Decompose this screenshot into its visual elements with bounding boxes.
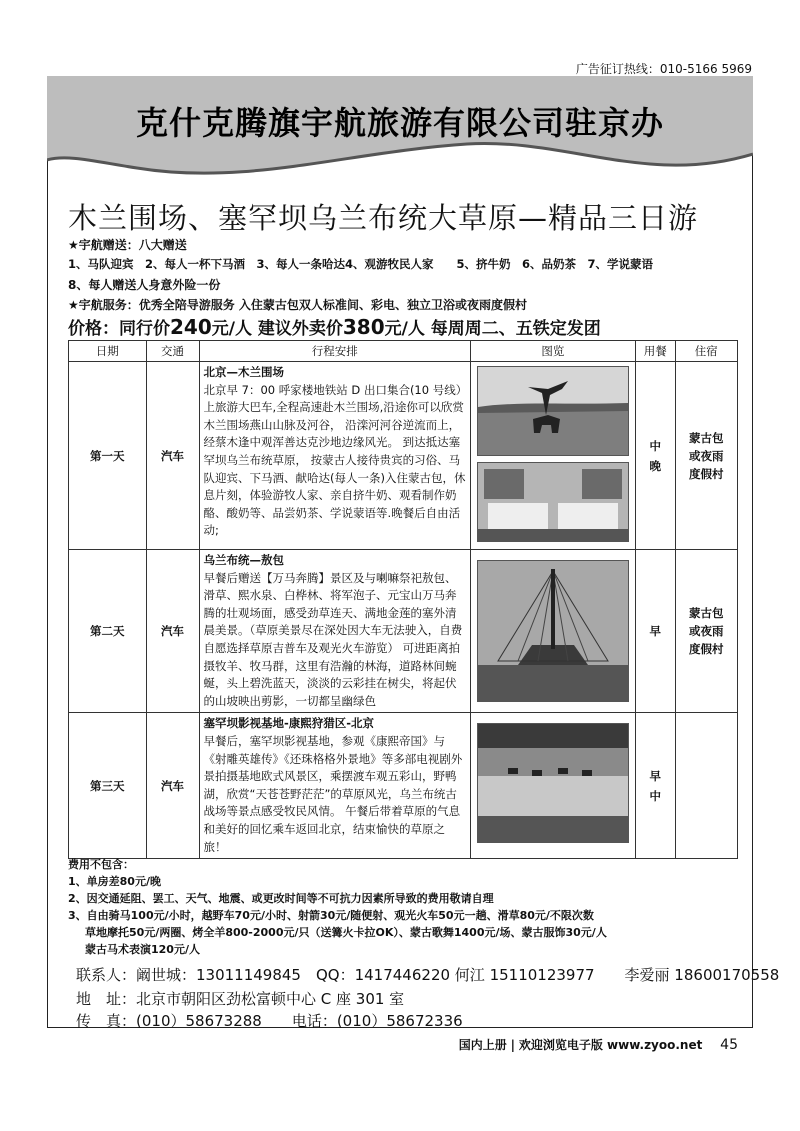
horse-rider-photo <box>477 366 629 456</box>
day-cell: 第一天 <box>69 362 147 550</box>
peer-price-value: 240 <box>170 315 212 339</box>
notes-item: 蒙古马术表演120元/人 <box>85 943 200 956</box>
photo-cell <box>470 362 635 550</box>
plan-text: 早餐后，塞罕坝影视基地，参观《康熙帝国》与《射雕英雄传》《还珠格格外景地》等多部电视剧外景拍摄基地欧式风景区，乘摆渡车观五彩山，野鸭湖，欣赏“天苍苍野茫茫”的草原风光，乌兰布统古战场等景点感受牧民风情。 午餐后带着草原的气息和美好的回忆乘车返回北京，结束愉快的草原之旅！ <box>203 733 463 854</box>
plan-title: 北京—木兰围场 <box>203 365 285 379</box>
footer-separator: | <box>510 1038 516 1052</box>
plan-text: 早餐后赠送【万马奔腾】景区及与喇嘛祭祀敖包、滑草、熙水泉、白桦林、将军泡子、元宝山万马奔腾的壮观场面，感受劲草连天、满地金莲的塞外清晨美景。（草原美景尽在深处因大车无法驶入，自费自愿选择草原吉普车及观光火车游览） 可进距离拍摄牧羊、牧马群，这里有浩瀚的林海，道路林间蜿蜒，头上碧洗蓝天，淡淡的云彩挂在树尖，将起伏的山坡映出剪影，一切都呈幽绿色 <box>203 570 463 708</box>
plan-title: 塞罕坝影视基地-康熙狩猎区-北京 <box>203 716 375 731</box>
footer-website: 欢迎浏览电子版 www.zyoo.net <box>518 1038 703 1052</box>
plan-cell <box>199 362 470 550</box>
header-date: 日期 <box>69 341 147 362</box>
meal-cell: 中 晚 <box>635 362 675 550</box>
day-cell: 第二天 <box>69 550 147 713</box>
stay-cell: 蒙古包 或夜雨 度假村 <box>675 362 737 550</box>
plan-cell <box>199 713 470 859</box>
page-footer <box>459 1036 738 1053</box>
photo-cell <box>470 713 635 859</box>
table-row-day1 <box>69 362 738 550</box>
header-meal: 用餐 <box>635 341 675 362</box>
notes-item: 2、因交通延阻、罢工、天气、地震、或更改时间等不可抗力因素所导致的费用敬请自理 <box>68 892 494 905</box>
header-transport: 交通 <box>146 341 199 362</box>
header-stay: 住宿 <box>675 341 737 362</box>
aobao-photo <box>477 560 629 702</box>
table-header-row <box>69 341 738 362</box>
company-name: 克什克腾旗宇航旅游有限公司驻京办 <box>135 104 664 142</box>
gifts-list-line1: 1、马队迎宾 2、每人一杯下马酒 3、每人一条哈达4、观游牧民人家 5、挤牛奶 6、品奶茶 7、学说蒙语 <box>68 257 654 271</box>
day-cell: 第三天 <box>69 713 147 859</box>
contact-fax-phone: 传 真：(010）58673288 电话：(010）58672336 <box>76 1012 463 1030</box>
plan-title: 乌兰布统—敖包 <box>203 553 285 567</box>
gifts-label: ★宇航赠送：八大赠送 <box>68 238 187 252</box>
notes-item: 草地摩托50元/两圈、烤全羊800-2000元/只（送篝火卡拉OK）、蒙古歌舞1400元/场、蒙古服饰30元/人 <box>85 926 607 939</box>
photo-cell <box>470 550 635 713</box>
price-suffix: 元/人 每周周二、五铁定发团 <box>384 319 601 339</box>
stay-cell <box>675 713 737 859</box>
ad-hotline: 广告征订热线：010-5166 5969 <box>575 62 752 76</box>
header-banner <box>47 76 753 186</box>
meal-cell: 早 中 <box>635 713 675 859</box>
plan-text: 北京早 7：00 呼家楼地铁站 D 出口集合(10 号线）上旅游大巴车,全程高速赴木兰围场,沿途你可以欣赏木兰围场燕山山脉及河谷， 沿滦河河谷逆流而上， 经蔡木逢中观浑善达克沙地边缘风光。 到达抵达塞罕坝乌兰布统草原， 按蒙古人接待贵宾的习俗、马队迎宾、下马酒、献哈达(每人一条)入住蒙古包，休息片刻，体验游牧人家、亲自挤牛奶、观看制作奶酪、酸奶等、品尝奶茶、学说蒙语等.晚餐后自由活动; <box>203 382 466 538</box>
price-mid: 元/人 建议外卖价 <box>211 319 343 339</box>
page-title: 木兰围场、塞罕坝乌兰布统大草原—精品三日游 <box>68 201 699 235</box>
notes-item: 3、自由骑马100元/小时，越野车70元/小时、射箭30元/随便射、观光火车50元一趟、滑草80元/不限次数 <box>68 909 594 922</box>
transport-cell: 汽车 <box>146 550 199 713</box>
retail-price-value: 380 <box>342 315 385 339</box>
price-line <box>68 314 601 339</box>
header-photo: 图览 <box>470 341 635 362</box>
fee-notes <box>68 856 607 958</box>
header-plan: 行程安排 <box>199 341 470 362</box>
meal-cell: 早 <box>635 550 675 713</box>
contact-address: 地 址：北京市朝阳区劲松富顿中心 C 座 301 室 <box>76 990 405 1008</box>
price-prefix: 价格：同行价 <box>68 319 170 339</box>
page-number: 45 <box>720 1037 738 1053</box>
notes-item: 1、单房差80元/晚 <box>68 875 161 888</box>
plan-cell <box>199 550 470 713</box>
itinerary-table <box>68 340 738 859</box>
lake-horses-photo <box>477 723 629 843</box>
stay-cell: 蒙古包 或夜雨 度假村 <box>675 550 737 713</box>
table-row-day3 <box>69 713 738 859</box>
gifts-list-line2: 8、每人赠送人身意外险一份 <box>68 278 221 292</box>
notes-heading: 费用不包含： <box>68 858 134 871</box>
transport-cell: 汽车 <box>146 362 199 550</box>
transport-cell: 汽车 <box>146 713 199 859</box>
footer-section: 国内上册 <box>458 1038 507 1052</box>
yurt-room-photo <box>477 462 629 542</box>
service-line: ★宇航服务：优秀全陪导游服务 入住蒙古包双人标准间、彩电、独立卫浴或夜雨度假村 <box>68 298 527 312</box>
table-row-day2 <box>69 550 738 713</box>
contact-people: 联系人：阚世城：13011149845 QQ：1417446220 何江 15110123977 李爱丽 18600170558 <box>76 966 780 984</box>
